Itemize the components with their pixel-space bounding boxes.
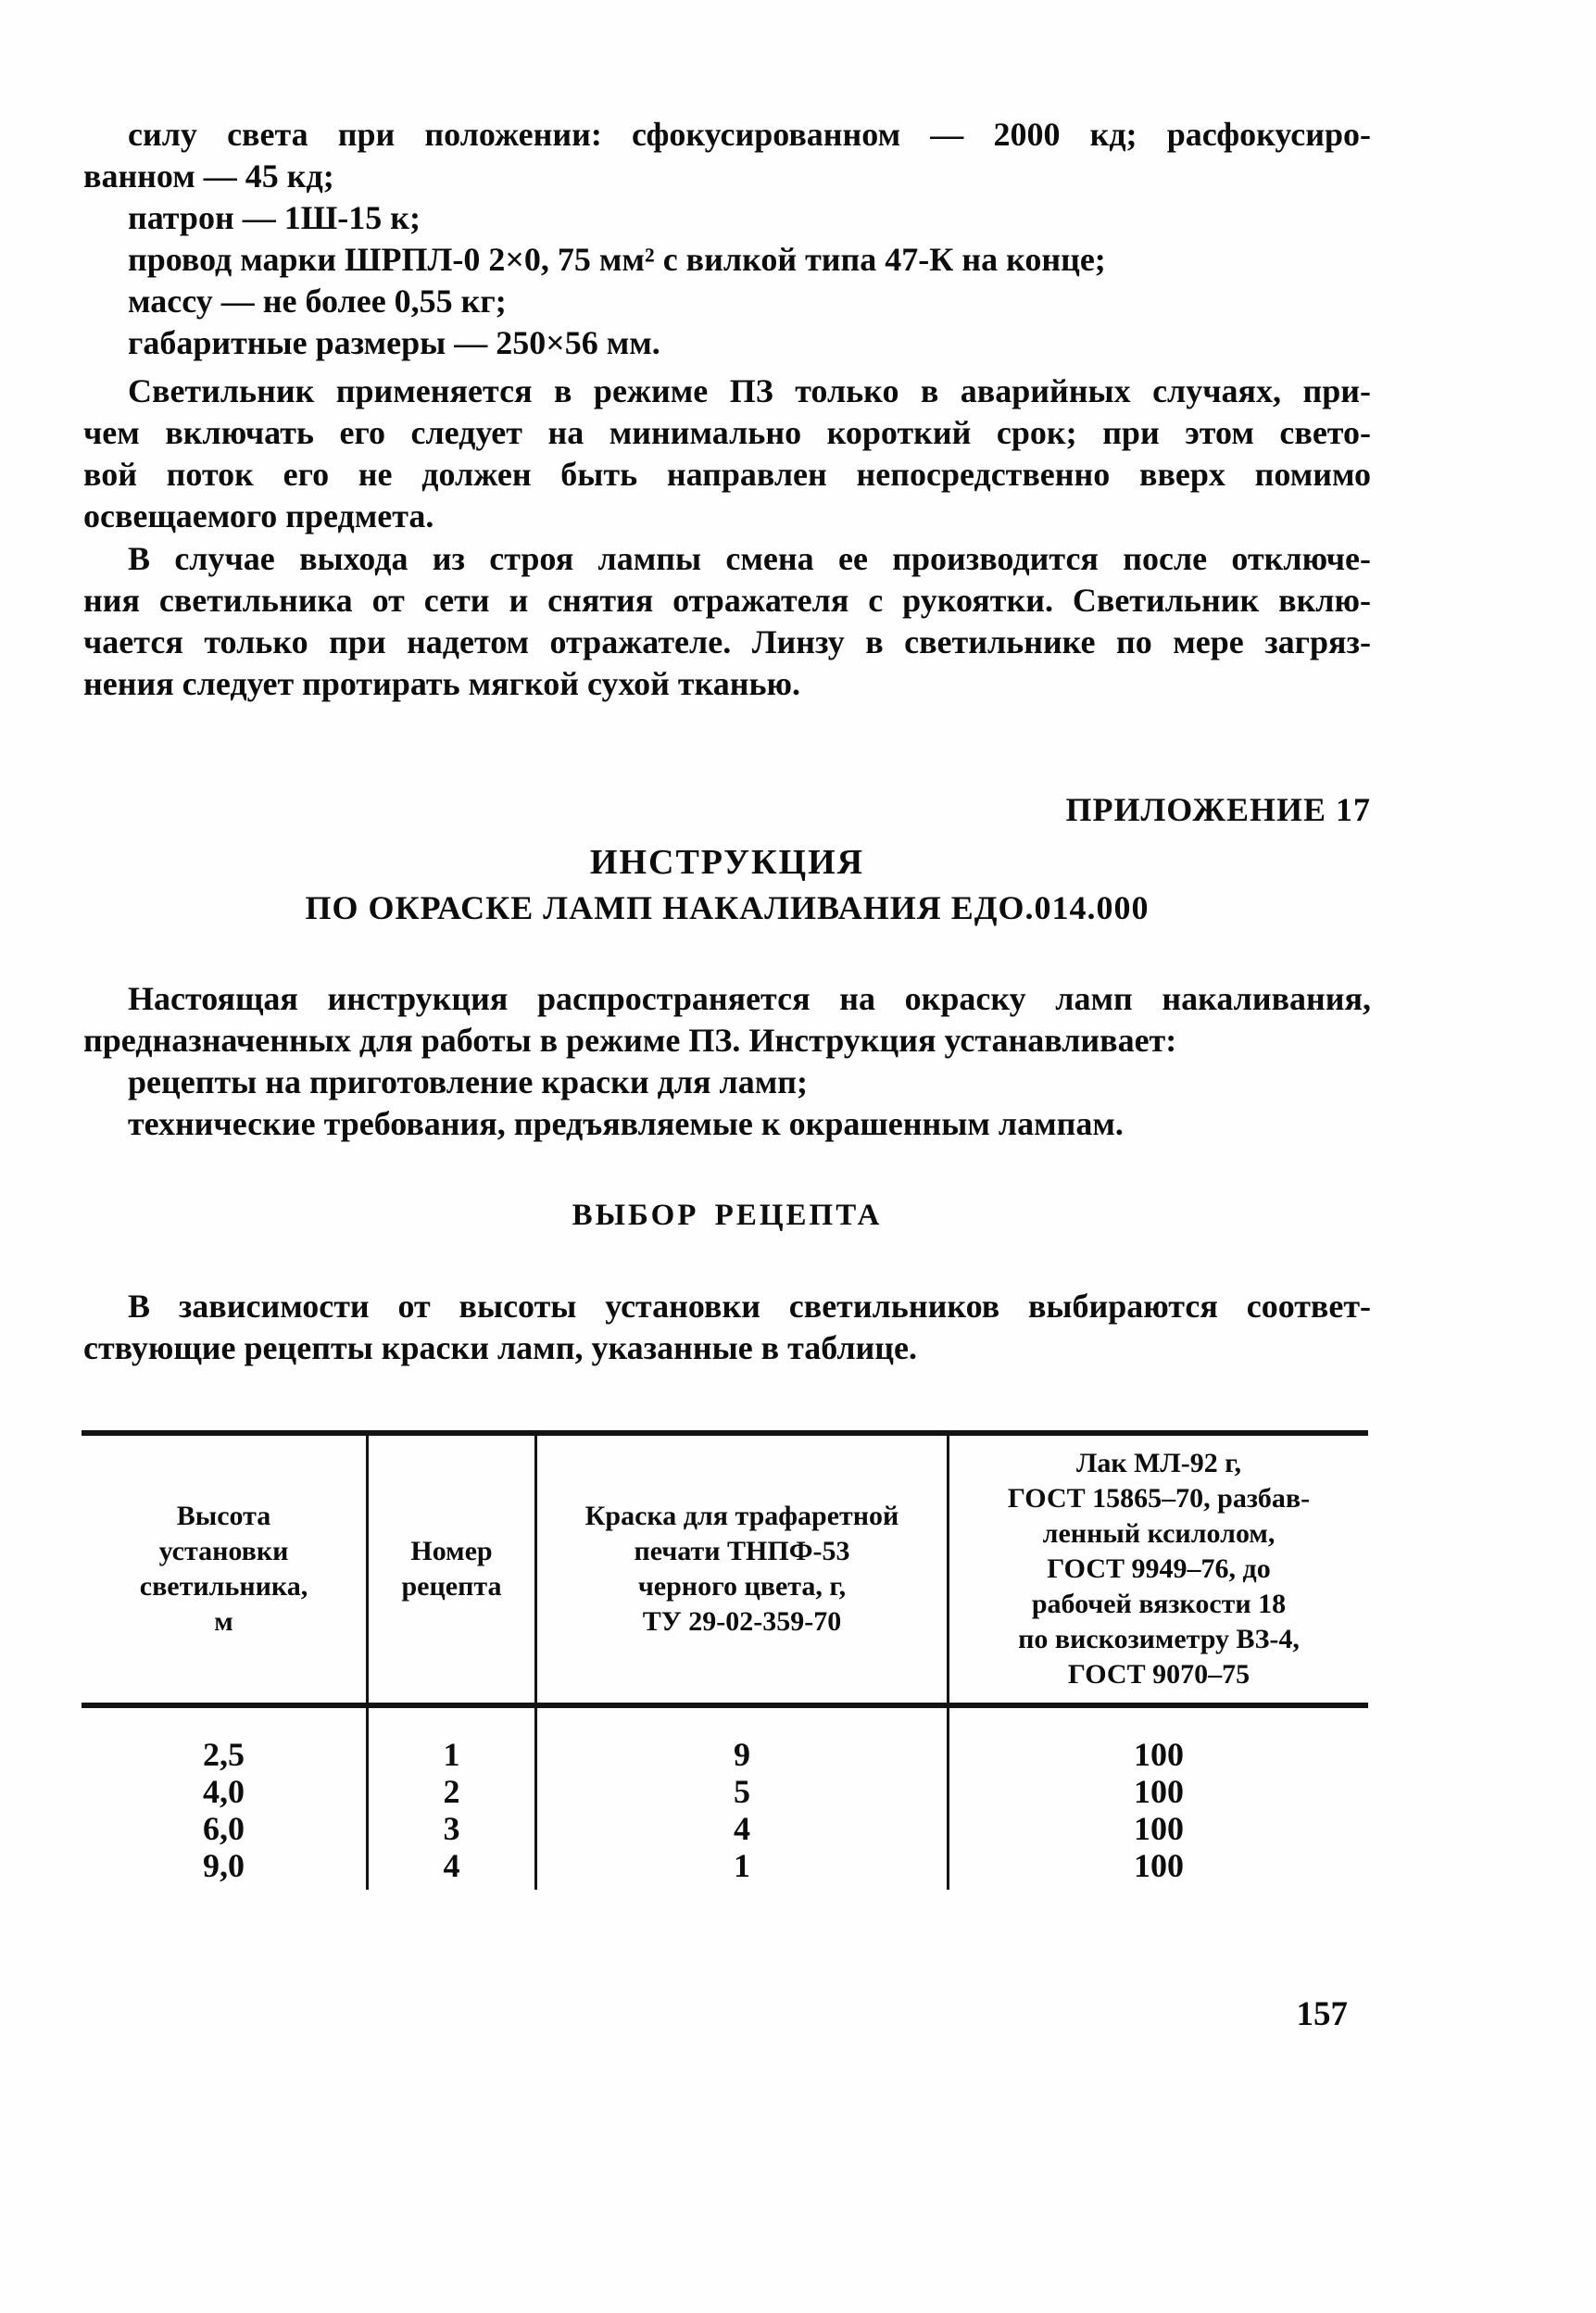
text-line: ствующие рецепты краски ламп, указанные в таблице.	[83, 1329, 917, 1366]
instruction-title: ИНСТРУКЦИЯ	[589, 843, 865, 882]
paragraph-replacement	[83, 538, 1371, 705]
header-line: черного цвета, г,	[637, 1571, 847, 1602]
header-line: ГОСТ 15865–70, разбав-	[1007, 1483, 1311, 1514]
section-heading: ВЫБОР РЕЦЕПТА	[572, 1199, 883, 1232]
table-cell: 1	[443, 1736, 460, 1773]
header-cell-lacquer	[947, 1436, 1368, 1703]
text-line: вой поток его не должен быть направлен непосредственно вверх помимо	[83, 456, 1371, 493]
header-cell-recipe-no	[366, 1436, 534, 1703]
table-cell: 1	[734, 1847, 750, 1884]
text-line: Светильник применяется в режиме ПЗ только в аварийных случаях, при-	[128, 372, 1371, 409]
text-line: нения следует протирать мягкой сухой тканью.	[83, 665, 801, 702]
header-line: Лак МЛ-92 г,	[1075, 1448, 1242, 1478]
header-line: ТУ 29-02-359-70	[642, 1606, 842, 1637]
header-line: по вискозиметру ВЗ-4,	[1018, 1624, 1300, 1654]
spec-line: ванном — 45 кд;	[83, 157, 334, 195]
instruction-subtitle: ПО ОКРАСКЕ ЛАМП НАКАЛИВАНИЯ ЕДО.014.000	[305, 889, 1150, 926]
header-line: рабочей вязкости 18	[1031, 1589, 1287, 1619]
table-cell: 5	[734, 1773, 750, 1810]
text-line: ния светильника от сети и снятия отражателя с рукоятки. Светильник вклю-	[83, 582, 1371, 619]
spec-line: массу — не более 0,55 кг;	[128, 283, 507, 320]
recipes-table-header	[82, 1436, 1368, 1708]
text-line: Настоящая инструкция распространяется на окраску ламп накаливания,	[128, 980, 1371, 1017]
column-lacquer	[947, 1708, 1368, 1890]
spec-line: силу света при положении: сфокусированном — 2000 кд; расфокусиро-	[128, 116, 1371, 153]
header-line: светильника,	[139, 1571, 308, 1602]
text-line: В зависимости от высоты установки светильников выбираются соответ-	[128, 1288, 1371, 1325]
header-line: ГОСТ 9949–76, до	[1047, 1553, 1271, 1584]
header-cell-paint	[534, 1436, 947, 1703]
table-cell: 9,0	[203, 1847, 245, 1884]
text-line: В случае выхода из строя лампы смена ее производится после отключе-	[128, 540, 1371, 577]
text-line: освещаемого предмета.	[83, 497, 434, 534]
header-line: Номер	[410, 1536, 493, 1566]
text-line: предназначенных для работы в режиме ПЗ. Инструкция устанавливает:	[83, 1022, 1177, 1059]
column-height	[82, 1708, 366, 1890]
table-cell: 3	[443, 1810, 460, 1847]
table-cell: 100	[1134, 1810, 1184, 1847]
column-paint	[534, 1708, 947, 1890]
table-cell: 6,0	[203, 1810, 245, 1847]
text-line: чается только при надетом отражателе. Линзу в светильнике по мере загряз-	[83, 623, 1371, 660]
spec-line: провод марки ШРПЛ-0 2×0, 75 мм² с вилкой типа 47-К на конце;	[128, 241, 1106, 278]
header-line: рецепта	[401, 1571, 502, 1602]
text-line: технические требования, предъявляемые к окрашенным лампам.	[128, 1105, 1124, 1142]
page-number: 157	[1296, 1995, 1348, 2033]
paragraph-usage	[83, 371, 1371, 537]
table-cell: 4	[443, 1847, 460, 1884]
table-cell: 100	[1134, 1773, 1184, 1810]
paragraph-scope	[83, 978, 1371, 1145]
table-cell: 2,5	[203, 1736, 245, 1773]
header-line: установки	[158, 1536, 289, 1566]
appendix-label: ПРИЛОЖЕНИЕ 17	[1065, 791, 1371, 828]
table-cell: 100	[1134, 1736, 1184, 1773]
spec-list	[83, 114, 1371, 364]
table-cell: 4	[734, 1810, 750, 1847]
recipes-table-body	[82, 1708, 1368, 1890]
table-cell: 2	[443, 1773, 460, 1810]
header-line: Краска для трафаретной	[584, 1501, 899, 1531]
spec-line: патрон — 1Ш-15 к;	[128, 199, 421, 236]
table-cell: 100	[1134, 1847, 1184, 1884]
recipes-table	[82, 1430, 1368, 1890]
text-line: рецепты на приготовление краски для ламп;	[128, 1063, 808, 1100]
column-recipe-no	[366, 1708, 534, 1890]
paragraph-recipe-choice	[83, 1286, 1371, 1369]
text-line: чем включать его следует на минимально короткий срок; при этом свето-	[83, 414, 1371, 451]
table-cell: 4,0	[203, 1773, 245, 1810]
header-cell-height	[82, 1436, 366, 1703]
header-line: печати ТНПФ-53	[634, 1536, 850, 1566]
header-line: ленный ксилолом,	[1042, 1518, 1276, 1549]
header-line: ГОСТ 9070–75	[1067, 1659, 1250, 1690]
spec-line: габаритные размеры — 250×56 мм.	[128, 324, 660, 361]
header-line: Высота	[176, 1501, 271, 1531]
table-cell: 9	[734, 1736, 750, 1773]
header-line: м	[214, 1606, 233, 1637]
